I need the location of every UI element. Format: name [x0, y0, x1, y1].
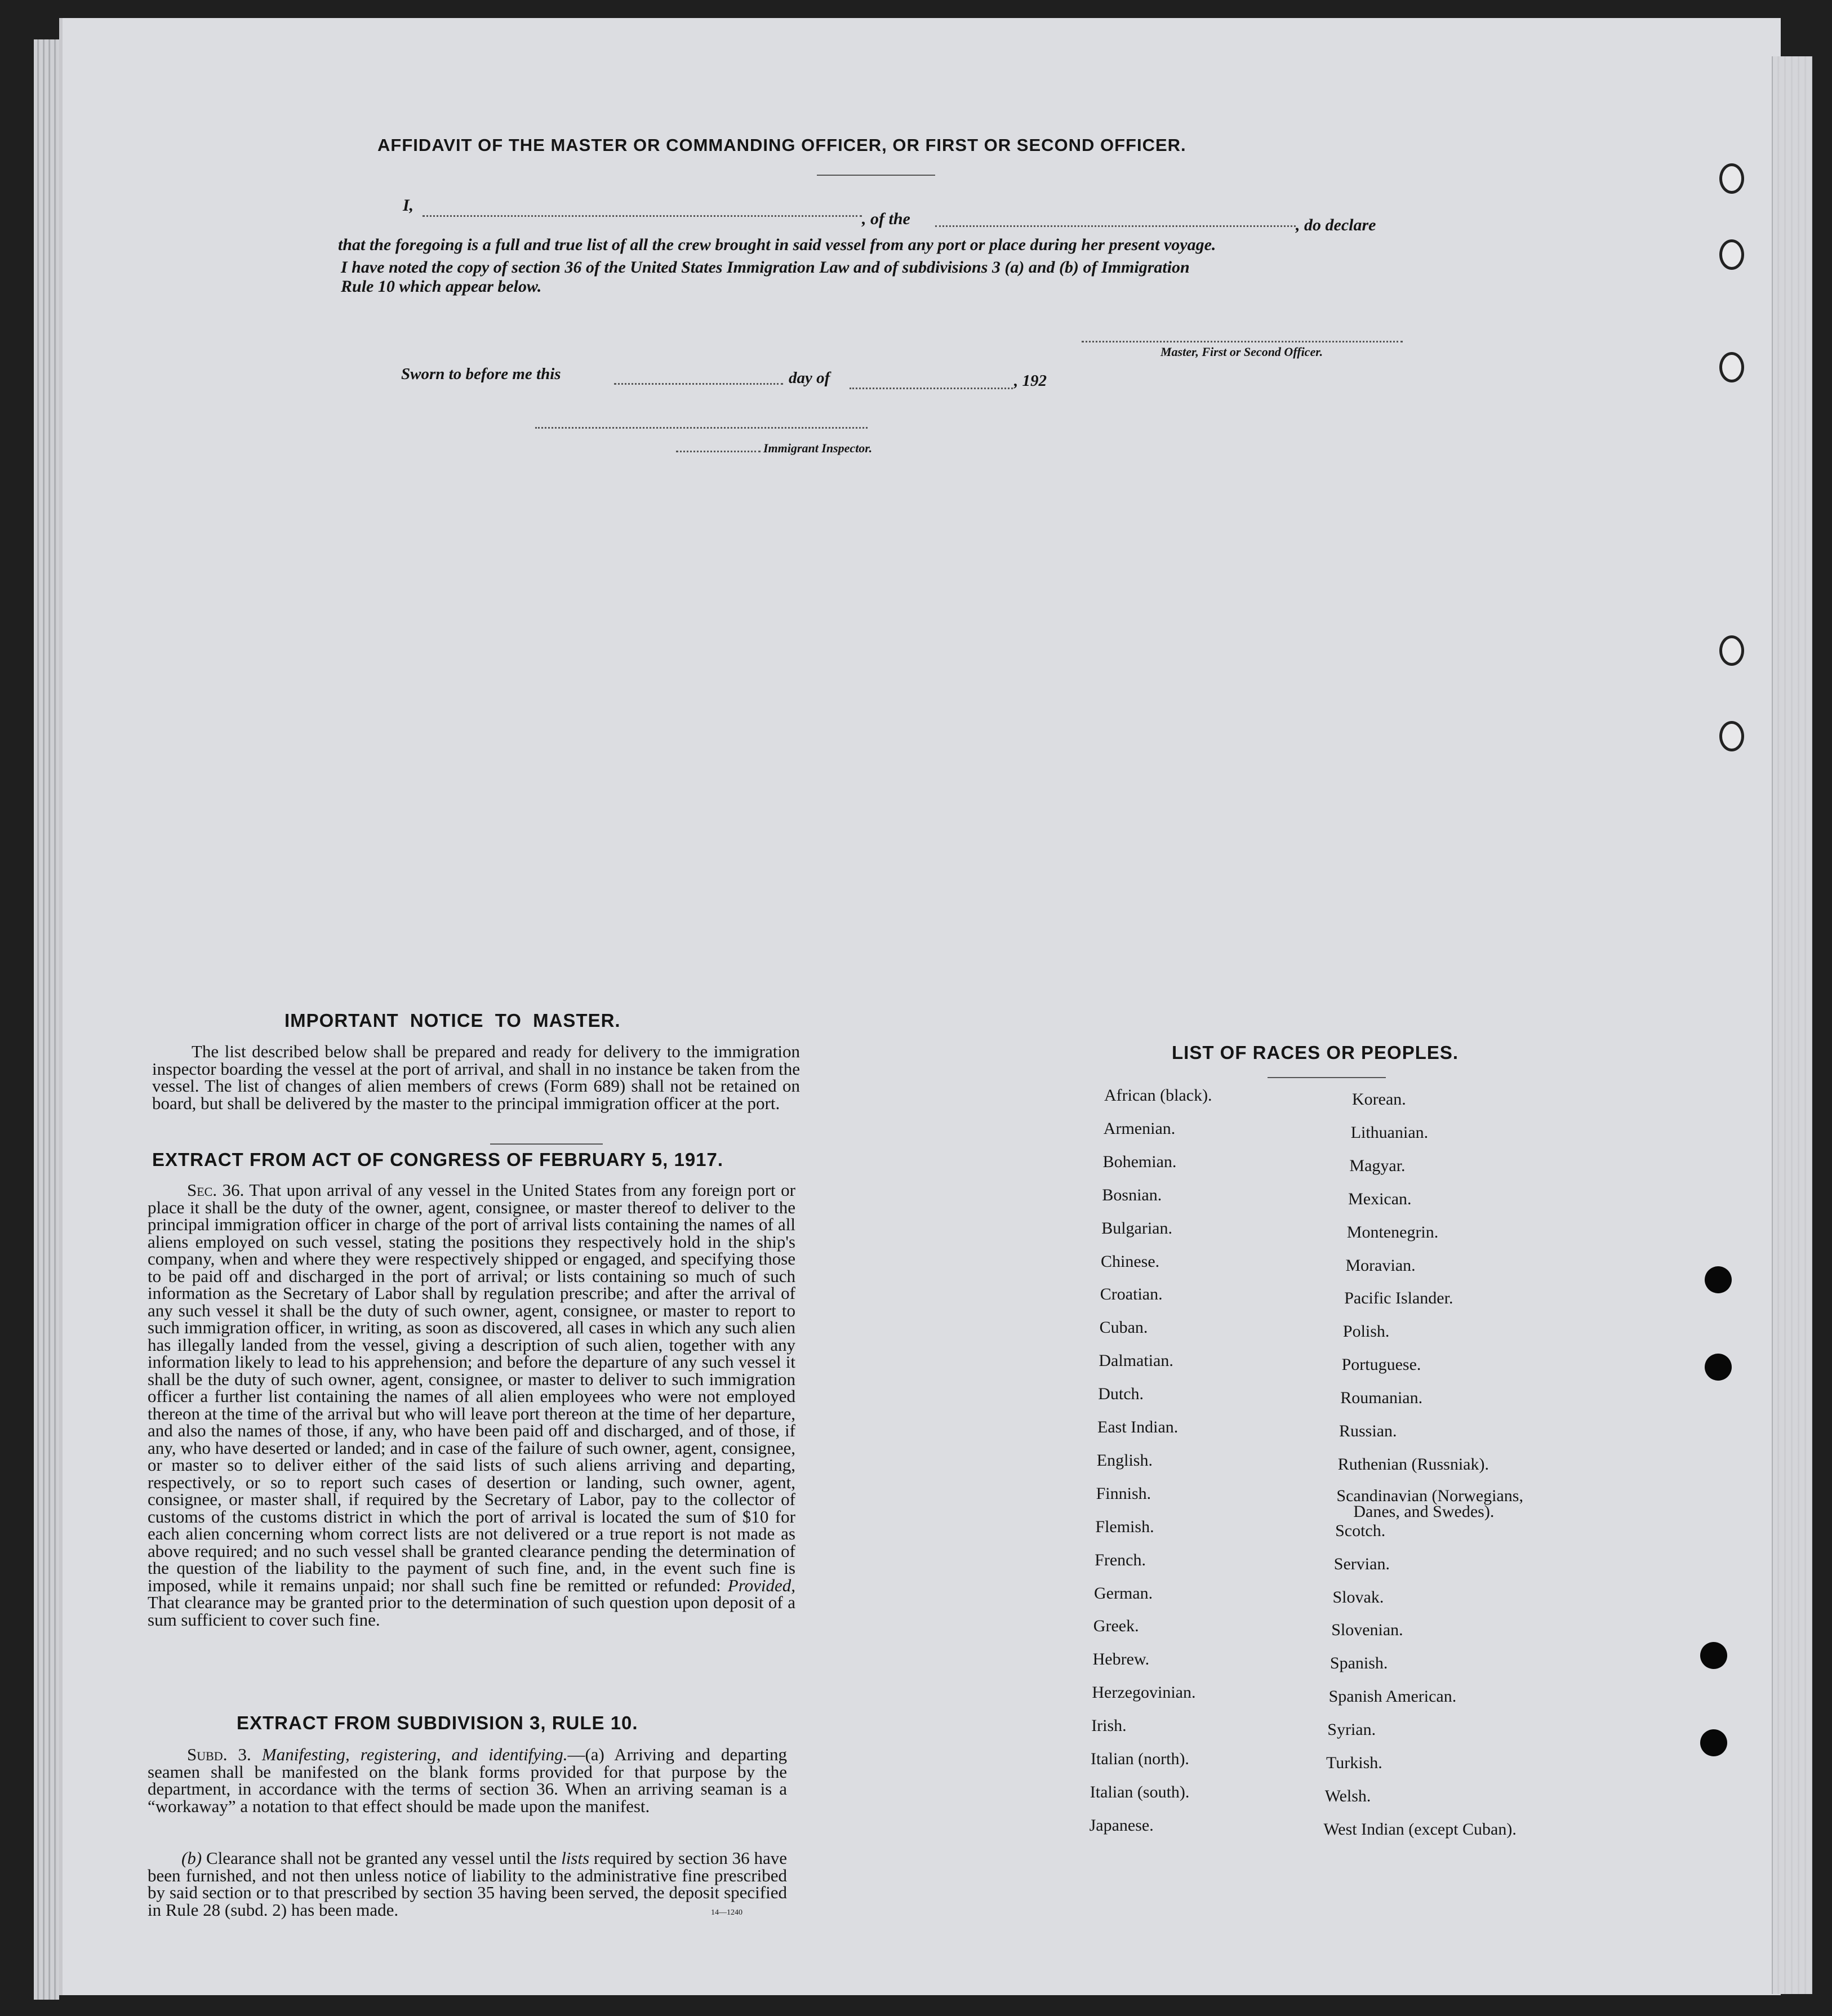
affidavit-line-3: Rule 10 which appear below. — [341, 277, 542, 296]
binder-hole-ring — [1719, 352, 1744, 382]
rule-subd-label: Subd. 3. — [187, 1744, 251, 1764]
race-item: Dalmatian. — [1099, 1351, 1173, 1370]
race-item: Bosnian. — [1102, 1185, 1162, 1204]
act-body-end: That clearance may be granted prior to the determination of such question upon deposit of a sum sufficient to cover such fine. — [148, 1592, 795, 1630]
divider — [817, 175, 935, 176]
binder-hole-ring — [1719, 239, 1744, 270]
race-item: Slovenian. — [1331, 1621, 1403, 1640]
page-stack-edge — [34, 39, 59, 2000]
rule-body-a: —(a) Arriving and departing seamen shall be manifested on the blank forms provided for that purpose by the department, in accordance with the terms of section 36. When an arriving seaman is a “workaway” a notation to that effect should be made upon the manifest. — [148, 1744, 788, 1816]
races-title: LIST OF RACES OR PEOPLES. — [1172, 1042, 1459, 1063]
race-item: Herzegovinian. — [1092, 1683, 1196, 1702]
binder-hole — [1705, 1354, 1732, 1381]
affidavit-do-declare: , do declare — [1296, 216, 1376, 234]
race-item: Cuban. — [1099, 1318, 1148, 1337]
rule-body-b2: required by section 36 have been furnished, and not then unless notice of liability to the administrative fine prescribed by said section or to that prescribed by section 35 having been served, the deposit specified in Rule 28 (subd. 2) has been made. — [148, 1848, 788, 1920]
race-item: Syrian. — [1327, 1720, 1376, 1739]
race-item: Chinese. — [1101, 1252, 1160, 1271]
act-provided: Provided, — [727, 1575, 796, 1595]
act-sec-label: Sec. 36. — [187, 1180, 244, 1200]
name-blank[interactable] — [423, 215, 862, 217]
race-item: West Indian (except Cuban). — [1323, 1819, 1517, 1839]
race-item: Greek. — [1093, 1617, 1139, 1636]
race-item: Flemish. — [1095, 1517, 1154, 1536]
day-of-label: day of — [789, 369, 830, 387]
race-item: Spanish American. — [1328, 1687, 1457, 1706]
race-item: Irish. — [1091, 1716, 1127, 1735]
rule-subd-heading: Manifesting, registering, and identifying. — [261, 1744, 568, 1764]
sworn-day-blank[interactable] — [614, 383, 783, 385]
race-item: Lithuanian. — [1350, 1123, 1429, 1142]
act-title: EXTRACT FROM ACT OF CONGRESS OF FEBRUARY 5, 1917. — [152, 1149, 724, 1170]
race-item: Italian (north). — [1091, 1750, 1189, 1768]
race-item: Turkish. — [1326, 1754, 1382, 1772]
rule-b-label: (b) — [181, 1848, 202, 1868]
inspector-label: Immigrant Inspector. — [763, 441, 873, 455]
race-item: Armenian. — [1103, 1119, 1176, 1138]
race-item: French. — [1095, 1550, 1146, 1569]
race-item: Bohemian. — [1102, 1152, 1177, 1171]
race-item: Italian (south). — [1090, 1782, 1190, 1801]
rule-body-b1: Clearance shall not be granted any vessel until the — [206, 1848, 557, 1868]
race-item: Montenegrin. — [1346, 1222, 1439, 1241]
rule-title: EXTRACT FROM SUBDIVISION 3, RULE 10. — [237, 1712, 638, 1733]
race-item: Roumanian. — [1340, 1388, 1423, 1408]
race-item: East Indian. — [1097, 1418, 1179, 1436]
inspector-signature-line[interactable] — [535, 427, 868, 429]
race-item: Mexican. — [1348, 1189, 1412, 1208]
race-item: English. — [1096, 1450, 1153, 1470]
race-item: Welsh. — [1324, 1786, 1371, 1805]
notice-title: IMPORTANT NOTICE TO MASTER. — [284, 1010, 621, 1031]
race-item: Portuguese. — [1341, 1355, 1421, 1374]
binder-hole-ring — [1719, 163, 1744, 194]
race-item: Moravian. — [1345, 1256, 1416, 1275]
act-body: That upon arrival of any vessel in the United States from any foreign port or place it shall be the duty of the owner, agent, consignee, or master thereof to deliver to the principal immigration officer in charge of the port of arrival lists containing the names of all aliens employed on such vessel, stating the positions they respectively hold in the ship's company, when and where they were respectively shipped or engaged, and specifying those to be paid off and discharged in the port of arrival; or lists containing so much of such information as the Secretary of Labor shall by regulation prescribe; and after the arrival of any such vessel it shall be the duty of such owner, agent, consignee, or master to report to such immigration officer, in writing, as soon as discovered, all cases in which any such alien has illegally landed from the vessel, giving a description of such alien, together with any information likely to lead to his apprehension; and before the departure of any such vessel it shall be the duty of such owner, agent, consignee, or master to deliver to such immigration officer a further list containing the names of all alien employees who were not employed thereon at the time of the arrival but who will leave port thereon at the time of her departure, and also the names of those, if any, who have been paid off and discharged, and of those, if any, who have deserted or landed; and in case of the failure of such owner, agent, consignee, or master so to deliver either of the said lists of such aliens arriving and departing, respectively, or so to report such cases of desertion or landing, such owner, agent, consignee, or master shall, if required by the Secretary of Labor, pay to the collector of customs of the customs district in which the port of arrival is located the sum of $10 for each alien concerning whom correct lists are not delivered or a true report is not made as above required; and no such vessel shall be granted clearance pending the determination of the question of the liability to the payment of such fine, and, in the event such fine is imposed, while it remains unpaid; nor shall such fine be remitted or refunded: — [148, 1180, 795, 1595]
affidavit-i-label: I, — [403, 196, 414, 215]
form-number: 14—1240 — [711, 1908, 742, 1917]
race-item: Japanese. — [1089, 1815, 1154, 1835]
year-label: , 192 — [1014, 372, 1047, 390]
affidavit-title: AFFIDAVIT OF THE MASTER OR COMMANDING OFFICER, OR FIRST OR SECOND OFFICER. — [377, 135, 1186, 155]
race-item: Spanish. — [1329, 1654, 1388, 1673]
binder-hole — [1705, 1266, 1732, 1293]
rule-text-a — [148, 1746, 787, 1815]
affidavit-line-2: I have noted the copy of section 36 of the United States Immigration Law and of subdivisions 3 (a) and (b) of Immigration — [341, 258, 1190, 277]
sworn-month-blank[interactable] — [850, 388, 1013, 389]
race-item: Croatian. — [1100, 1285, 1163, 1304]
master-signature-line[interactable] — [1082, 341, 1403, 342]
notice-text: The list described below shall be prepared and ready for delivery to the immigration inspector boarding the vessel at the port of arrival, and shall in no instance be taken from the vessel. The list of changes of alien members of crews (Form 689) shall not be retained on board, but shall be delivered by the master to the principal immigration officer at the port. — [152, 1042, 800, 1113]
race-item: Hebrew. — [1092, 1650, 1150, 1669]
race-item: Scandinavian (Norwegians, Danes, and Swedes). — [1336, 1486, 1523, 1521]
binder-hole-ring — [1719, 721, 1744, 751]
page-edge-right — [1772, 56, 1812, 1994]
race-item: Russian. — [1339, 1422, 1397, 1440]
inspector-leader — [676, 451, 761, 452]
race-item: Dutch. — [1098, 1385, 1144, 1404]
race-item: German. — [1094, 1583, 1153, 1603]
race-item: Magyar. — [1349, 1156, 1406, 1175]
race-item: Servian. — [1333, 1554, 1390, 1573]
binder-hole-ring — [1719, 635, 1744, 666]
race-item: Korean. — [1352, 1090, 1406, 1109]
rule-text-b — [148, 1850, 787, 1919]
race-item: Ruthenian (Russniak). — [1337, 1454, 1489, 1474]
act-text — [148, 1182, 795, 1628]
race-item: Finnish. — [1096, 1484, 1151, 1503]
race-item: Bulgarian. — [1101, 1218, 1172, 1238]
document-page — [59, 18, 1781, 1995]
affidavit-line-1: that the foregoing is a full and true list of all the crew brought in said vessel from any port or place during her present voyage. — [338, 235, 1216, 254]
vessel-blank[interactable] — [935, 225, 1296, 227]
affidavit-of-the: , of the — [862, 210, 910, 228]
divider — [490, 1143, 603, 1145]
race-item: Slovak. — [1332, 1587, 1384, 1606]
master-signature-label: Master, First or Second Officer. — [1160, 345, 1323, 359]
race-item: Pacific Islander. — [1344, 1289, 1453, 1308]
race-item: Scotch. — [1335, 1521, 1386, 1540]
race-item: Polish. — [1342, 1322, 1390, 1341]
binder-hole — [1700, 1642, 1727, 1669]
binder-hole — [1700, 1729, 1727, 1756]
rule-body-lists: lists — [561, 1848, 590, 1868]
divider — [1268, 1077, 1386, 1078]
race-item: African (black). — [1104, 1086, 1212, 1105]
sworn-label: Sworn to before me this — [401, 365, 561, 383]
